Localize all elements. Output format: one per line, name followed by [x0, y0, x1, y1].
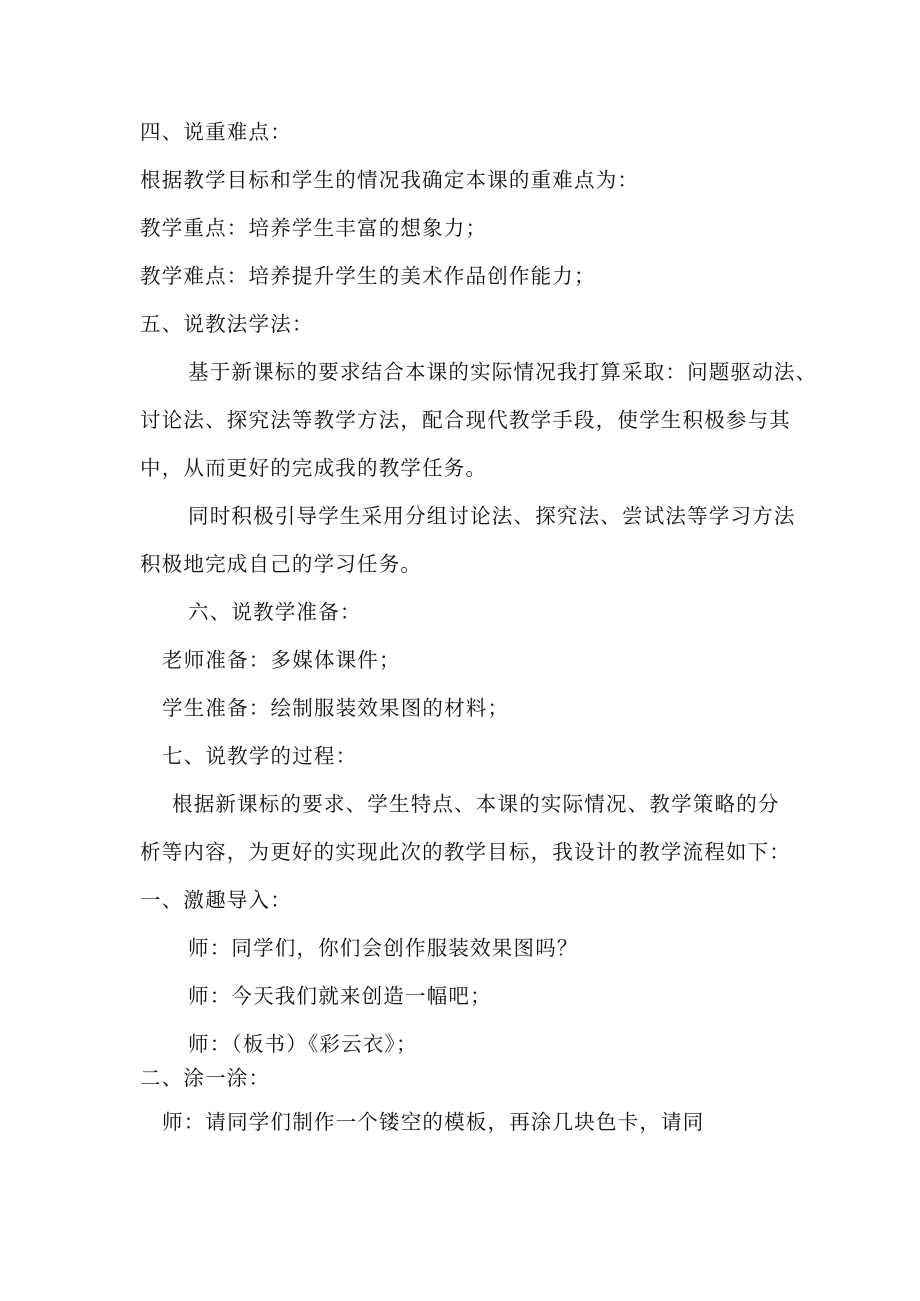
- section-heading-key-points: 四、说重难点：: [140, 120, 292, 144]
- paragraph-line: 积极地完成自己的学习任务。: [140, 552, 423, 576]
- dialogue-line: 师：今天我们就来创造一幅吧；: [188, 984, 492, 1008]
- paragraph-line: 教学重点：培养学生丰富的想象力；: [140, 216, 488, 240]
- paragraph-line: 同时积极引导学生采用分组讨论法、探究法、尝试法等学习方法: [188, 504, 796, 528]
- paragraph-line: 根据教学目标和学生的情况我确定本课的重难点为：: [140, 168, 640, 192]
- subsection-heading: 二、涂一涂：: [140, 1066, 271, 1090]
- dialogue-line: 师：请同学们制作一个镂空的模板，再涂几块色卡，请同: [162, 1110, 705, 1134]
- paragraph-line: 学生准备：绘制服装效果图的材料；: [162, 696, 510, 720]
- dialogue-line: 师：同学们，你们会创作服装效果图吗？: [188, 936, 579, 960]
- section-heading-preparation: 六、说教学准备：: [188, 600, 362, 624]
- dialogue-line: 师：（板书）《彩云衣》；: [188, 1032, 418, 1056]
- paragraph-line: 根据新课标的要求、学生特点、本课的实际情况、教学策略的分: [172, 792, 780, 816]
- paragraph-line: 教学难点：培养提升学生的美术作品创作能力；: [140, 264, 596, 288]
- paragraph-line: 中，从而更好的完成我的教学任务。: [140, 456, 488, 480]
- paragraph-line: 基于新课标的要求结合本课的实际情况我打算采取：问题驱动法、: [188, 360, 818, 384]
- section-heading-process: 七、说教学的过程：: [162, 744, 358, 768]
- paragraph-line: 老师准备：多媒体课件；: [162, 648, 401, 672]
- paragraph-line: 析等内容，为更好的实现此次的教学目标，我设计的教学流程如下：: [140, 840, 791, 864]
- subsection-heading: 一、激趣导入：: [140, 888, 292, 912]
- section-heading-methods: 五、说教法学法：: [140, 312, 314, 336]
- paragraph-line: 讨论法、探究法等教学方法，配合现代教学手段，使学生积极参与其: [140, 408, 791, 432]
